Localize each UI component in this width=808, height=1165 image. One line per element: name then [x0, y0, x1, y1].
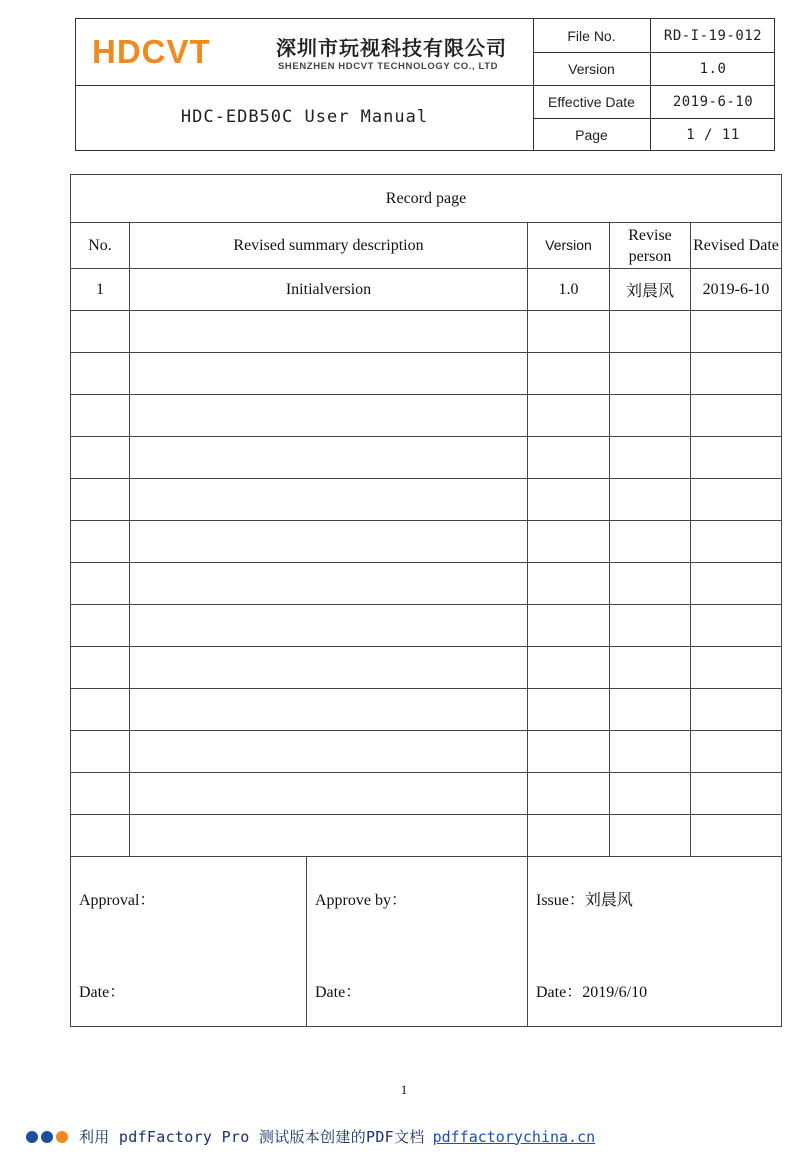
cell-version: [528, 563, 610, 605]
approval-box: [71, 857, 307, 1026]
cell-revise-person: [610, 353, 691, 395]
cell-revise-person: [610, 647, 691, 689]
cell-no: 1: [71, 269, 130, 311]
watermark-text: 利用 pdfFactory Pro 测试版本创建的PDF文档: [79, 1128, 425, 1146]
cell-no: [71, 815, 130, 857]
cell-version: [528, 395, 610, 437]
file-no-value: RD-I-19-012: [663, 27, 763, 44]
cell-no: [71, 773, 130, 815]
cell-version: [528, 437, 610, 479]
table-row: [71, 605, 782, 647]
page-value: 1 / 11: [686, 126, 740, 143]
cell-revise-person: 刘晨风: [610, 269, 691, 311]
effective-date-value: 2019-6-10: [672, 93, 754, 110]
cell-description: [130, 731, 528, 773]
effective-date-label: Effective Date: [548, 93, 635, 110]
cell-revise-person: [610, 521, 691, 563]
cell-revise-person: [610, 605, 691, 647]
approve-by-box: [307, 857, 527, 1026]
column-header-no: No.: [71, 223, 130, 269]
column-header-revise-person: Revise person: [610, 223, 691, 269]
cell-revise-person: [610, 437, 691, 479]
cell-no: [71, 353, 130, 395]
company-name-chinese: 深圳市玩视科技有限公司: [276, 36, 507, 60]
cell-no: [71, 563, 130, 605]
cell-revised-date: [691, 647, 782, 689]
record-table-title: Record page: [71, 175, 782, 223]
cell-no: [71, 689, 130, 731]
cell-description: [130, 353, 528, 395]
cell-version: [528, 689, 610, 731]
cell-version: [528, 353, 610, 395]
cell-revise-person: [610, 773, 691, 815]
record-table: [70, 174, 782, 1027]
table-row: [71, 353, 782, 395]
file-no-label: File No.: [567, 27, 616, 44]
cell-no: [71, 311, 130, 353]
approval-cell: [71, 857, 528, 1027]
page-label: Page: [575, 126, 608, 143]
cell-description: Initialversion: [130, 269, 528, 311]
table-row: [71, 479, 782, 521]
cell-revise-person: [610, 479, 691, 521]
cell-description: [130, 479, 528, 521]
cell-no: [71, 479, 130, 521]
cell-revised-date: 2019-6-10: [691, 269, 782, 311]
cell-version: [528, 773, 610, 815]
company-logo-block: [76, 19, 533, 85]
column-header-version: Version: [528, 223, 610, 269]
issue-label: Issue：刘晨风: [536, 892, 633, 909]
cell-revise-person: [610, 815, 691, 857]
approve-by-date-label: Date：: [315, 984, 362, 1001]
pdffactory-watermark: [26, 1126, 595, 1147]
watermark-link[interactable]: pdffactorychina.cn: [432, 1127, 596, 1146]
table-row: [71, 269, 782, 311]
document-header: [75, 18, 775, 151]
cell-revise-person: [610, 395, 691, 437]
cell-revised-date: [691, 815, 782, 857]
table-row: [71, 773, 782, 815]
cell-version: [528, 311, 610, 353]
table-row: [71, 731, 782, 773]
document-title: HDC-EDB50C User Manual: [180, 107, 429, 127]
cell-version: 1.0: [528, 269, 610, 311]
approval-date-label: Date：: [79, 984, 126, 1001]
cell-version: [528, 521, 610, 563]
company-logo: HDCVT: [92, 33, 211, 70]
table-row: [71, 395, 782, 437]
issue-cell: [528, 857, 782, 1027]
version-label: Version: [568, 60, 615, 77]
cell-description: [130, 395, 528, 437]
column-header-description: Revised summary description: [130, 223, 528, 269]
company-name-english: SHENZHEN HDCVT TECHNOLOGY CO., LTD: [278, 61, 499, 72]
cell-no: [71, 521, 130, 563]
cell-revised-date: [691, 353, 782, 395]
version-value: 1.0: [699, 60, 727, 77]
watermark-dot-icon: [56, 1131, 68, 1143]
cell-description: [130, 815, 528, 857]
watermark-dot-icon: [26, 1131, 38, 1143]
watermark-dot-icon: [41, 1131, 53, 1143]
table-row: [71, 647, 782, 689]
cell-no: [71, 395, 130, 437]
cell-revise-person: [610, 689, 691, 731]
cell-description: [130, 605, 528, 647]
cell-revised-date: [691, 773, 782, 815]
cell-no: [71, 647, 130, 689]
cell-revised-date: [691, 563, 782, 605]
cell-revise-person: [610, 563, 691, 605]
cell-revise-person: [610, 731, 691, 773]
approval-label: Approval：: [79, 892, 156, 909]
cell-revised-date: [691, 731, 782, 773]
cell-revised-date: [691, 689, 782, 731]
page-number: 1: [400, 1082, 408, 1097]
cell-description: [130, 773, 528, 815]
column-header-revised-date: Revised Date: [691, 223, 782, 269]
table-row: [71, 521, 782, 563]
table-row: [71, 563, 782, 605]
cell-no: [71, 437, 130, 479]
cell-description: [130, 521, 528, 563]
cell-revised-date: [691, 395, 782, 437]
cell-revised-date: [691, 311, 782, 353]
cell-no: [71, 605, 130, 647]
issue-date-label: Date：2019/6/10: [536, 984, 648, 1001]
cell-revise-person: [610, 311, 691, 353]
table-row: [71, 311, 782, 353]
table-row: [71, 437, 782, 479]
cell-revised-date: [691, 437, 782, 479]
cell-version: [528, 815, 610, 857]
table-row: [71, 815, 782, 857]
cell-description: [130, 647, 528, 689]
cell-description: [130, 563, 528, 605]
cell-description: [130, 689, 528, 731]
cell-description: [130, 437, 528, 479]
cell-version: [528, 605, 610, 647]
cell-version: [528, 479, 610, 521]
header-divider: [76, 85, 533, 86]
approve-by-label: Approve by：: [315, 892, 407, 909]
cell-revised-date: [691, 479, 782, 521]
cell-revised-date: [691, 521, 782, 563]
cell-version: [528, 647, 610, 689]
cell-no: [71, 731, 130, 773]
cell-version: [528, 731, 610, 773]
cell-description: [130, 311, 528, 353]
table-row: [71, 689, 782, 731]
cell-revised-date: [691, 605, 782, 647]
